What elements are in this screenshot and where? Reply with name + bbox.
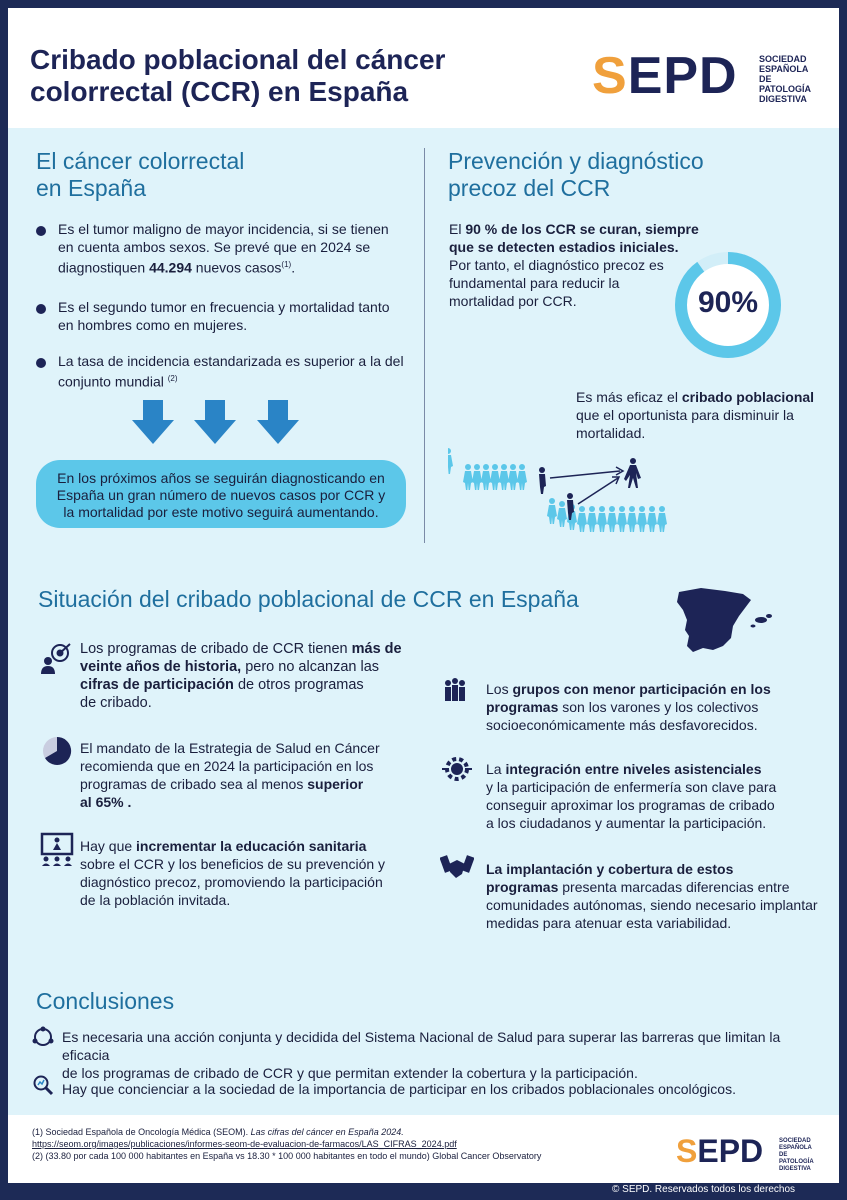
bullet-dot <box>36 304 46 314</box>
bullet-segundo-tumor: Es el segundo tumor en frecuencia y mortalidad tanto en hombres como en mujeres. <box>58 299 390 333</box>
callout-proximos-anos: En los próximos años se seguirán diagnosticando en España un gran número de nuevos casos por CCR y la mortalidad por este motivo seguirá aumentando. <box>36 460 406 528</box>
population-screening-illustration <box>448 448 683 548</box>
reference-2: (2) (33.80 por cada 100 000 habitantes en España vs 18.30 * 100 000 habitantes en todo el mundo) Global Cancer Observatory <box>32 1151 542 1161</box>
item-veinte-anos: Los programas de cribado de CCR tienen más de veinte años de historia, pero no alcanzan las cifras de participación de otros programas de cribado. <box>80 641 402 711</box>
text-90-curan: El 90 % de los CCR se curan, siempre que se detecten estadios iniciales. Por tanto, el diagnóstico precoz es fundamental para reducir la mortalidad por CCR. <box>449 221 699 309</box>
text-cribado-eficaz: Es más eficaz el cribado poblacional que el oportunista para disminuir la mortalidad. <box>576 389 815 441</box>
handshake-icon <box>440 850 474 884</box>
heading-situacion: Situación del cribado poblacional de CCR en España <box>38 586 579 612</box>
heading-prevencion: Prevención y diagnóstico precoz del CCR <box>448 148 704 201</box>
ring-percent-label: 90% <box>697 286 759 319</box>
gear-integration-icon <box>440 752 474 786</box>
conclusion-accion-conjunta: Es necesaria una acción conjunta y decidida del Sistema Nacional de Salud para superar las barreras que limitan la eficacia de los programas de cribado de CCR y que permitan extender la cobertura y la participación. <box>62 1029 781 1081</box>
magnifier-chart-icon <box>32 1074 54 1096</box>
item-mandato-65: El mandato de la Estrategia de Salud en Cáncer recomienda que en 2024 la participación en los programas de cribado sea al menos superior al 65% . <box>80 740 380 810</box>
bullet-dot <box>36 226 46 236</box>
pie-chart-icon <box>40 734 74 768</box>
bullet-tasa-incidencia: La tasa de incidencia estandarizada es superior a la del conjunto mundial $^{(2)}$ <box>58 353 404 390</box>
item-integracion-niveles: La integración entre niveles asistenciales y la participación de enfermería son clave para conseguir aproximar los programas de cribado a los ciudadanos y aumentar la participación. <box>486 761 777 831</box>
copyright-text: © SEPD. Reservados todos los derechos <box>612 1184 796 1195</box>
down-arrow-icon <box>132 400 174 444</box>
spain-map-icon <box>673 586 778 661</box>
sepd-logo-footer: SEPD SOCIEDAD ESPAÑOLA DE PATOLOGÍA DIGESTIVA <box>676 1133 814 1172</box>
heading-conclusiones: Conclusiones <box>36 988 175 1014</box>
reference-1-link[interactable]: https://seom.org/images/publicaciones/informes-seom-de-evaluacion-de-farmacos/LAS_CIFRAS_2024.pdf <box>32 1139 457 1149</box>
heading-cancer-colorrectal: El cáncer colorrectal en España <box>36 148 245 201</box>
item-implantacion-cobertura: La implantación y cobertura de estos programas presenta marcadas diferencias entre comunidades autónomas, siendo necesario implantar medidas para atenuar esta variabilidad. <box>486 861 818 931</box>
sepd-logo: SEPD SOCIEDAD ESPAÑOLA DE PATOLOGÍA DIGESTIVA <box>592 47 812 105</box>
down-arrow-icon <box>257 400 299 444</box>
item-grupos-menor-participacion: Los grupos con menor participación en los programas son los varones y los colectivos socioeconómicamente más desfavorecidos. <box>486 681 771 733</box>
item-educacion-sanitaria: Hay que incrementar la educación sanitaria sobre el CCR y los beneficios de su prevención y diagnóstico precoz, promoviendo la participación de la población invitada. <box>80 838 386 908</box>
group-people-icon <box>440 676 470 706</box>
target-person-icon <box>38 642 72 676</box>
network-icon <box>32 1026 54 1048</box>
references-footer <box>8 1115 839 1183</box>
header <box>8 8 839 128</box>
bullet-mayor-incidencia: Es el tumor maligno de mayor incidencia, si se tienen en cuenta ambos sexos. Se prevé que en 2024 se diagnostiquen 44.294 nuevos casos$^{(1)}$. <box>58 221 389 276</box>
education-presentation-icon <box>40 832 74 866</box>
bullet-dot <box>36 358 46 368</box>
column-divider <box>424 148 425 543</box>
reference-1: (1) Sociedad Española de Oncología Médica (SEOM). Las cifras del cáncer en España 2024. <box>32 1127 404 1137</box>
down-arrow-icon <box>194 400 236 444</box>
infographic <box>8 8 839 1183</box>
page-title: Cribado poblacional del cáncer colorrectal (CCR) en España <box>30 44 446 107</box>
conclusion-concienciar: Hay que concienciar a la sociedad de la importancia de participar en los cribados poblacionales oncológicos. <box>62 1081 736 1097</box>
